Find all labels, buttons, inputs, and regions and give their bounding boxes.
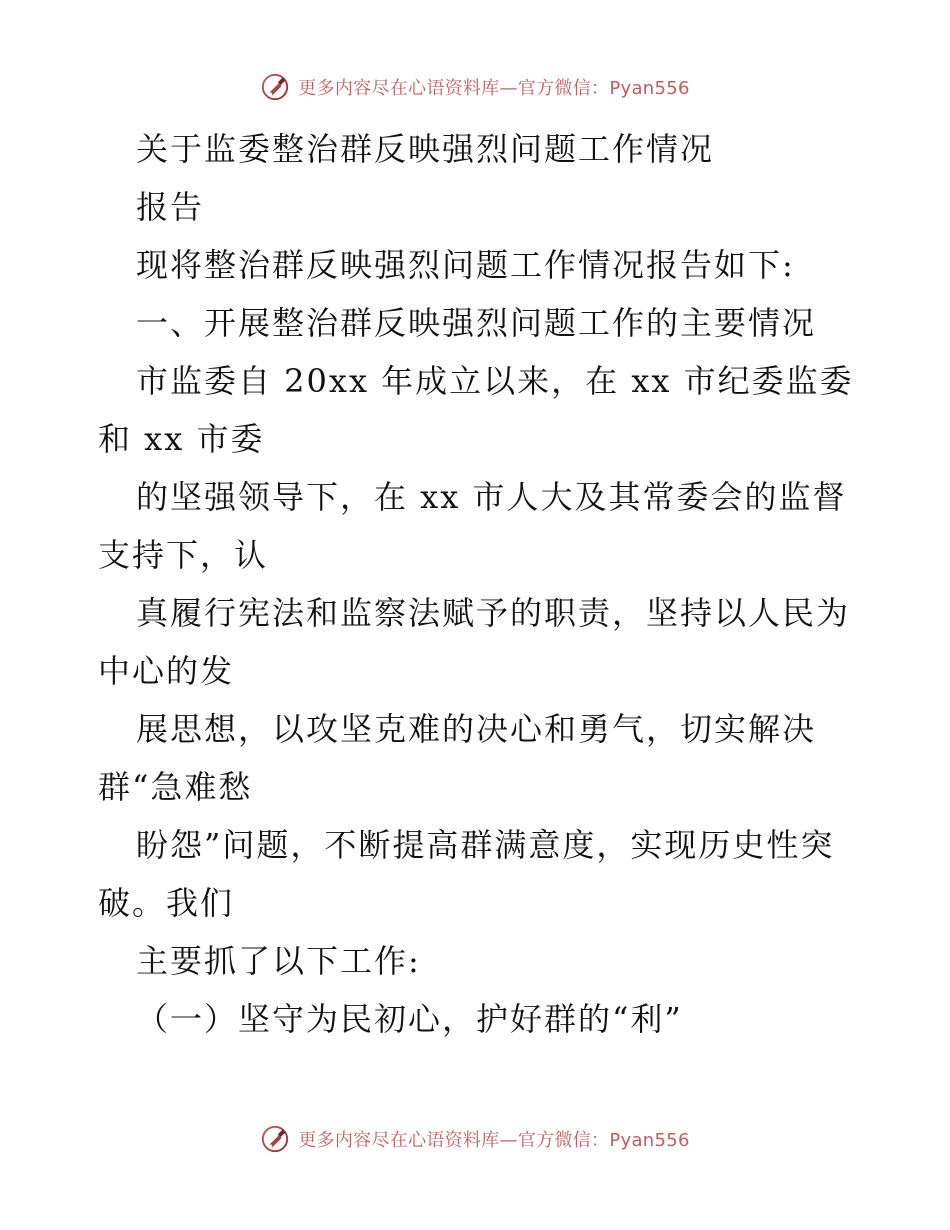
doc-line: 破。我们	[98, 884, 235, 922]
doc-line: 现将整治群反映强烈问题工作情况报告如下:	[136, 246, 795, 284]
watermark-footer	[0, 1124, 950, 1154]
doc-line: 盼怨”问题，不断提高群满意度，实现历史性突	[136, 826, 835, 864]
doc-line: 报告	[136, 188, 205, 226]
doc-line: 中心的发	[98, 652, 235, 690]
doc-line: 一、开展整治群反映强烈问题工作的主要情况	[136, 304, 817, 342]
watermark-text: 更多内容尽在心语资料库—官方微信：Pyan556	[298, 78, 690, 99]
doc-line: 支持下，认	[98, 536, 269, 574]
watermark-header	[0, 72, 950, 102]
doc-line: 关于监委整治群反映强烈问题工作情况	[136, 130, 715, 168]
doc-line: 市监委自 20xx 年成立以来，在 xx 市纪委监委	[136, 362, 854, 400]
pen-nib-logo-icon	[260, 1124, 290, 1154]
doc-line: 主要抓了以下工作:	[136, 942, 421, 980]
doc-line: 展思想，以攻坚克难的决心和勇气，切实解决	[136, 710, 817, 748]
watermark-text: 更多内容尽在心语资料库—官方微信：Pyan556	[298, 1130, 690, 1151]
pen-nib-logo-icon	[260, 72, 290, 102]
doc-line: 的坚强领导下，在 xx 市人大及其常委会的监督	[136, 478, 847, 516]
document-body	[98, 120, 858, 1048]
doc-line: 群“急难愁	[98, 768, 253, 806]
doc-line: （一）坚守为民初心，护好群的“利”	[136, 1000, 683, 1038]
doc-line: 真履行宪法和监察法赋予的职责，坚持以人民为	[136, 594, 851, 632]
doc-line: 和 xx 市委	[98, 420, 265, 458]
